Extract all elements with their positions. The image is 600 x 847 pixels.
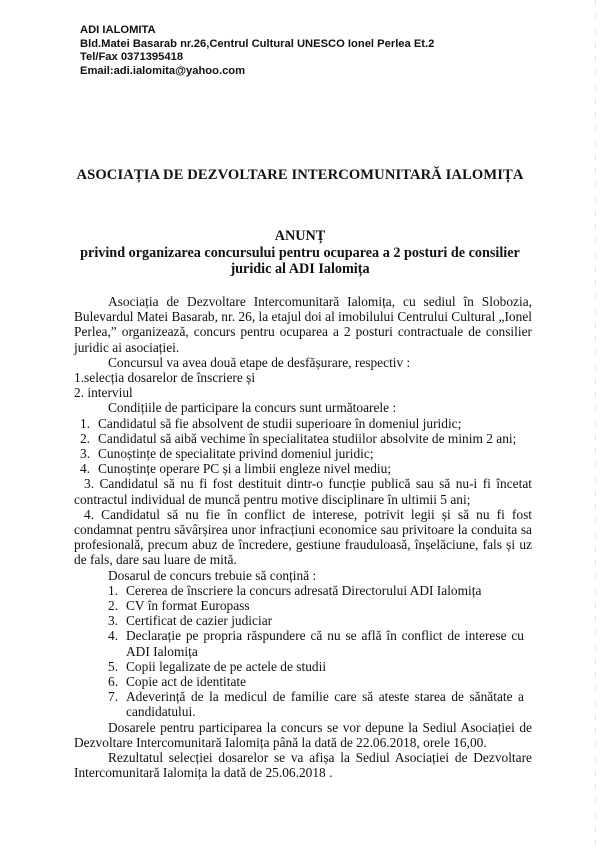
letterhead-phone: Tel/Fax 0371395418 (80, 51, 184, 64)
intro-paragraph: Asociația de Dezvoltare Intercomunitară Ialomița, cu sediul în Slobozia, Bulevardul Matei Basarab, nr. 26, la etajul doi al imobilului Centrului Cultural „Ionel Perlea,” organizează, concurs pentru ocuparea a 2 posturi contractuale de consilier juridic ai asociației. (74, 294, 532, 355)
announcement-title: ANUNȚ (274, 228, 326, 244)
document-body (74, 294, 532, 781)
stages-intro: Concursul va avea două etape de desfășurare, respectiv : (108, 354, 411, 370)
dossier-item: 3. Certificat de cazier judiciar (108, 613, 273, 629)
scan-edge-artifact (595, 0, 596, 847)
dossier-item: 2. CV în format Europass (108, 598, 250, 614)
condition-paragraph-3: 3. Candidatul să nu fi fost destituit dintr-o funcție publică sau să nu-i fi încetat contractul individual de muncă pentru motive disciplinare în ultimii 5 ani; (74, 476, 532, 507)
dossier-item: 7. Adeverință de la medicul de familie care să ateste starea de sănătate a candidatului. (108, 689, 524, 720)
condition-item: 4. Cunoștințe operare PC și a limbii engleze nivel mediu; (80, 461, 392, 477)
stage-item: 2. interviul (74, 385, 133, 401)
condition-item: 2. Candidatul să aibă vechime în specialitatea studiilor absolvite de minim 2 ani; (80, 430, 517, 446)
results-paragraph: Rezultatul selecției dosarelor se va afișa la Sediul Asociației de Dezvoltare Intercomunitară Ialomița la dată de 25.06.2018 . (74, 750, 532, 781)
letterhead-org-name: ADI IALOMITA (80, 24, 156, 36)
dossier-item: 5. Copii legalizate de pe actele de studii (108, 658, 327, 674)
conditions-list (74, 416, 532, 477)
condition-paragraph-4: 4. Candidatul să nu fie în conflict de interese, potrivit legii și să nu fi fost condamnat pentru săvârșirea unor infracțiuni economice sau privitoare la conduita sa profesională, precum abuz de încredere, gestiune frauduloasă, înșelăciune, fals și uz de fals, dare sau luare de mită. (74, 506, 532, 568)
dossier-item: 4. Declarație pe propria răspundere că nu se află în conflict de interese cu ADI Ialomița (108, 628, 524, 659)
announcement-subtitle-line2: juridic al ADI Ialomița (230, 261, 370, 277)
dossier-item: 6. Copie act de identitate (108, 674, 247, 690)
conditions-intro: Condițiile de participare la concurs sunt următoarele : (108, 400, 397, 416)
letterhead-email: Email:adi.ialomita@yahoo.com (80, 64, 246, 77)
dossier-list (74, 583, 532, 720)
condition-item: 1. Candidatul să fie absolvent de studii superioare în domeniul juridic; (80, 415, 462, 431)
letterhead-address: Bld.Matei Basarab nr.26,Centrul Cultural UNESCO Ionel Perlea Et.2 (80, 37, 435, 50)
condition-item: 3. Cunoștințe de specialitate privind domeniul juridic; (80, 446, 374, 462)
stage-item: 1.selecția dosarelor de înscriere și (74, 370, 256, 386)
organization-title: ASOCIAȚIA DE DEZVOLTARE INTERCOMUNITARĂ IALOMIȚA (76, 167, 524, 183)
letterhead (80, 24, 434, 78)
deadline-paragraph: Dosarele pentru participarea la concurs se vor depune la Sediul Asociației de Dezvoltare Intercomunitară Ialomița până la dată de 22.06.2018, orele 16,00. (74, 719, 532, 750)
announcement-subtitle-line1: privind organizarea concursului pentru ocuparea a 2 posturi de consilier (80, 244, 520, 261)
dossier-intro: Dosarul de concurs trebuie să conțină : (108, 567, 317, 583)
dossier-item: 1. Cererea de înscriere la concurs adresată Directorului ADI Ialomița (108, 582, 482, 598)
announcement-heading (0, 228, 600, 278)
